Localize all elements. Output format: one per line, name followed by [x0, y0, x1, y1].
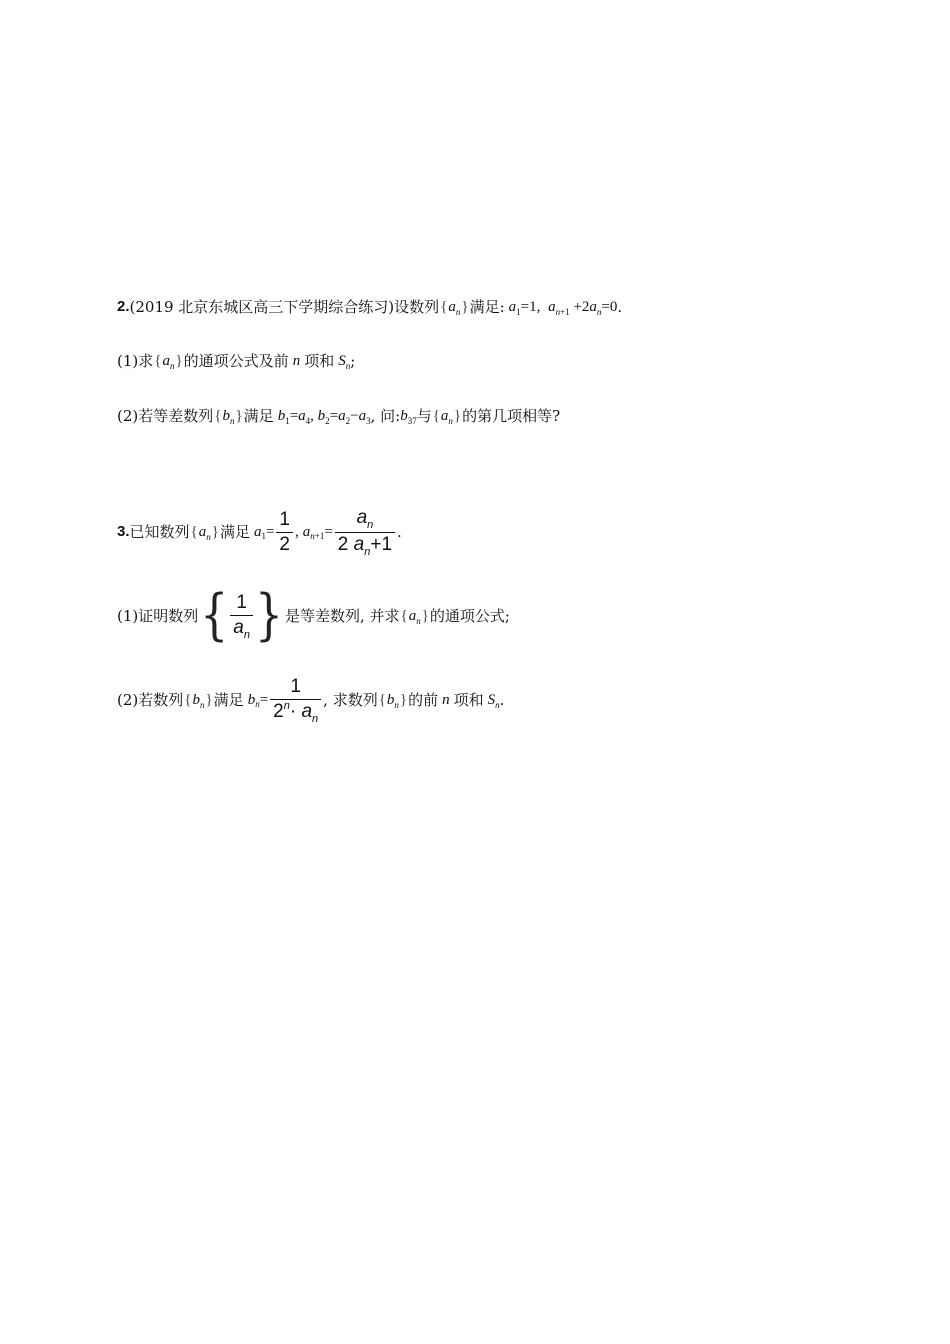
- q3-part1-text-b: 是等差数列, 并求: [284, 607, 400, 625]
- q3-stem: 3. 已知数列 $\{a_n\}$ 满足 a 1 = $\frac{1}{2}$ , a n +1 = $\frac{a_n}{2 a_n+1}$ .: [117, 506, 402, 558]
- q2-part2-text-d: 与: [416, 407, 432, 425]
- q2-part2-label: (2): [117, 407, 139, 425]
- q2-end: .: [617, 298, 623, 316]
- q3-part1-seq-reciprocal: { $\frac{1}{a_n}$ }: [200, 583, 283, 648]
- q2-source: (2019 北京东城区高三下学期综合练习): [129, 298, 395, 316]
- q3-part1-label: (1): [117, 607, 139, 625]
- q2-part2-text-b: 满足: [243, 407, 274, 425]
- q2-stem: [117, 296, 622, 318]
- q2-condition: $a_1=1$, $a_{n+1} +2a_n=0$: [508, 299, 618, 317]
- q3-part2-n: n: [442, 692, 450, 708]
- q3-part1-seq-an: $\{a_n\}$: [400, 608, 429, 626]
- q3-part1: [117, 583, 510, 648]
- q3-part2-seq-bn-2: $\{b_n\}$: [378, 692, 408, 710]
- q3-intro: 已知数列: [129, 523, 190, 541]
- q2-part2: [117, 405, 560, 427]
- q2-part2-seq-bn: $\{b_n\}$: [214, 408, 243, 426]
- q3-part2-text-e: 项和: [453, 691, 484, 709]
- q2-part2-seq-an: $\{a_n\}$: [432, 408, 462, 426]
- q2-part2-text-e: 的第几项相等?: [462, 407, 561, 425]
- q2-intro: 设数列: [394, 298, 440, 316]
- q3-frac-recurrence: $\frac{a_n}{2 a_n+1}$: [335, 507, 395, 558]
- q2-part2-condition: $b_1=a_4$, $b_2=a_2-a_3$: [277, 408, 371, 426]
- q3-part2-end: .: [499, 691, 505, 709]
- q2-seq-an: $\{a_n\}$: [440, 299, 469, 317]
- q3-number: 3.: [117, 523, 130, 540]
- q3-part2-text-b: 满足: [213, 691, 244, 709]
- q3-frac-bn: $\frac{1}{2^n\cdot a_n}$: [270, 676, 321, 725]
- q3-part2-text-c: , 求数列: [323, 691, 378, 709]
- q3-end: .: [397, 523, 402, 541]
- q3-frac-one-half: $\frac{1}{2}$: [276, 509, 293, 556]
- q3-part2-text-a: 若数列: [138, 691, 184, 709]
- q3-satisfy: 满足: [219, 523, 250, 541]
- q2-part2-text-c: , 问:: [370, 407, 401, 425]
- q3-part1-text-a: 证明数列: [138, 607, 199, 625]
- q3-part2-text-d: 的前: [408, 691, 439, 709]
- q2-part1-label: (1): [117, 352, 139, 370]
- q2-part1-text-a: 求: [138, 352, 154, 370]
- q3-part2-label: (2): [117, 691, 139, 709]
- q3-part1-text-c: 的通项公式;: [429, 607, 510, 625]
- q2-part1-n: n: [292, 353, 301, 369]
- q2-part2-text-a: 若等差数列: [138, 407, 214, 425]
- q3-part2-seq-bn: $\{b_n\}$: [184, 692, 213, 710]
- q2-part1-seq: $\{a_n\}$: [154, 353, 183, 371]
- q3-seq-an: $\{a_n\}$: [190, 524, 219, 542]
- q2-satisfy: 满足:: [469, 298, 505, 316]
- q2-number: 2.: [117, 298, 130, 315]
- q3-part2: (2) 若数列 $\{b_n\}$ 满足 b n = $\frac{1}{2^n\cdot a_n}$ , 求数列 $\{b_n\}$ 的前 n 项和 $S_n$ .: [117, 675, 505, 725]
- q2-part2-b37: $b_{37}$: [400, 408, 417, 426]
- q2-part1-text-c: 项和: [304, 352, 335, 370]
- q2-part1-text-b: 的通项公式及前: [183, 352, 289, 370]
- q2-part1-end: ;: [350, 352, 356, 370]
- q2-part1: [117, 350, 355, 372]
- q2-part1-sn: $S_n$: [338, 353, 351, 371]
- q3-part2-sn: $S_n$: [487, 692, 500, 710]
